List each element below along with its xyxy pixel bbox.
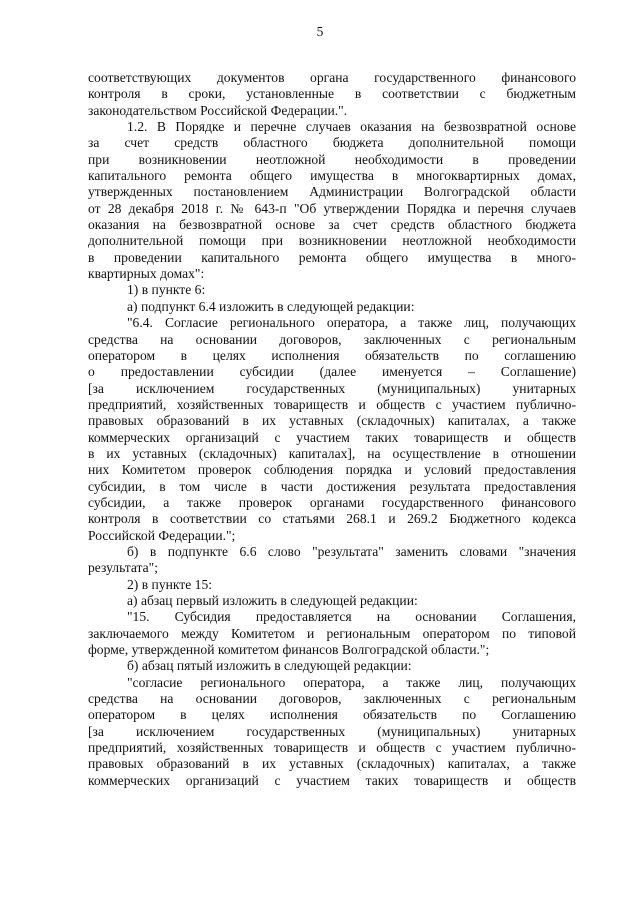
text-line: "15. Субсидия предоставляется на основании Соглашения, [127, 609, 576, 625]
text-line: 1.2. В Порядке и перечне случаев оказания на безвозвратной основе [127, 119, 576, 135]
text-line: "6.4. Согласие регионального оператора, а также лиц, получающих [127, 315, 576, 331]
text-line: оператором в целях исполнения обязательств по соглашению [88, 347, 576, 363]
text-line: предприятий, хозяйственных товариществ и обществ с участием публично- [88, 740, 576, 756]
text-line: правовых образований в их уставных (складочных) капиталах, а также [88, 756, 576, 772]
text-line: средства на основании договоров, заключенных с региональным [88, 331, 576, 347]
text-line: дополнительной помощи при возникновении неотложной необходимости [88, 233, 576, 249]
text-line: средства на основании договоров, заключенных с региональным [88, 691, 576, 707]
text-line: оператором в целях исполнения обязательств по Соглашению [88, 707, 576, 723]
text-line: них Комитетом проверок соблюдения порядка и условий предоставления [88, 462, 576, 478]
text-line: форме, утвержденной комитетом финансов Волгоградской области."; [88, 642, 490, 658]
text-line: предприятий, хозяйственных товариществ и обществ с участием публично- [88, 396, 576, 412]
text-line: [за исключением государственных (муниципальных) унитарных [88, 380, 576, 396]
text-line: коммерческих организаций с участием таких товариществ и обществ [88, 772, 576, 788]
text-line: оказания на безвозвратной основе за счет средств областного бюджета [88, 217, 576, 233]
text-line: контроля в сроки, установленные в соответствии с бюджетным [88, 86, 576, 102]
text-line: Российской Федерации."; [88, 527, 236, 543]
text-line: б) в подпункте 6.6 слово "результата" заменить словами "значения [127, 543, 576, 559]
page-number: 5 [316, 24, 324, 39]
text-line: соответствующих документов органа государственного финансового [88, 70, 576, 85]
text-line: утвержденных постановлением Администрации Волгоградской области [88, 184, 576, 200]
text-line: результата"; [88, 560, 158, 576]
text-line: капитального ремонта общего имущества в многоквартирных домах, [88, 168, 576, 184]
text-line: б) абзац пятый изложить в следующей редакции: [127, 658, 412, 674]
text-line: в проведении капитального ремонта общего имущества в много- [88, 249, 576, 265]
text-line: субсидии, а также проверок органами государственного финансового [88, 494, 576, 510]
text-line: коммерческих организаций с участием таких товариществ и обществ [88, 429, 576, 445]
text-line: правовых образований в их уставных (складочных) капиталах, а также [88, 413, 576, 429]
text-line: за счет средств областного бюджета дополнительной помощи [88, 135, 576, 151]
text-line: "согласие регионального оператора, а также лиц, получающих [127, 674, 576, 690]
text-line: контроля в соответствии со статьями 268.1 и 269.2 Бюджетного кодекса [88, 511, 576, 527]
text-line: от 28 декабря 2018 г. № 643-п "Об утверждении Порядка и перечня случаев [88, 200, 576, 216]
text-line: о предоставлении субсидии (далее именуется – Соглашение) [88, 364, 576, 380]
text-line: а) подпункт 6.4 изложить в следующей редакции: [127, 298, 415, 314]
text-line: законодательством Российской Федерации.". [88, 102, 348, 118]
text-line: 1) в пункте 6: [127, 282, 206, 298]
text-line: при возникновении неотложной необходимости в проведении [88, 151, 576, 167]
text-line: а) абзац первый изложить в следующей редакции: [127, 593, 418, 608]
text-line: субсидии, в том числе в части достижения результата предоставления [88, 478, 576, 494]
text-line: 2) в пункте 15: [127, 576, 213, 592]
text-line: заключаемого между Комитетом и региональным оператором по типовой [88, 625, 576, 641]
text-line: в их уставных (складочных) капиталах], на осуществление в отношении [88, 445, 576, 461]
document-body [88, 70, 576, 789]
text-line: [за исключением государственных (муниципальных) унитарных [88, 723, 576, 739]
text-line: квартирных домах": [88, 266, 205, 282]
